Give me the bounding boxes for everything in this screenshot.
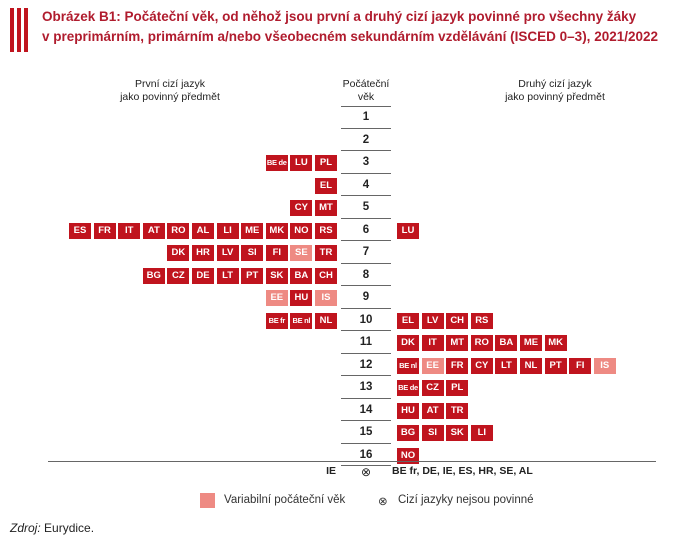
second-language-tag-sk: SK	[446, 425, 468, 441]
second-language-tag-no: NO	[397, 448, 419, 464]
header-starting-age-line-1: Počáteční	[342, 78, 390, 90]
age-2: 2	[341, 129, 391, 152]
first-language-tag-al: AL	[192, 223, 214, 239]
first-language-tag-es: ES	[69, 223, 91, 239]
first-language-tag-is: IS	[315, 290, 337, 306]
header-starting-age-line-2: věk	[357, 91, 375, 103]
second-language-tag-lt: LT	[495, 358, 517, 374]
second-language-tag-is: IS	[594, 358, 616, 374]
source-label: Zdroj:	[10, 521, 41, 535]
first-language-tag-it: IT	[118, 223, 140, 239]
second-language-tag-be-nl: BE nl	[397, 358, 419, 374]
header-second-language-line-2: jako povinný předmět	[505, 91, 605, 103]
second-language-tag-bg: BG	[397, 425, 419, 441]
age-14: 14	[341, 399, 391, 422]
second-language-tag-be-de: BE de	[397, 380, 419, 396]
first-language-tag-ee: EE	[266, 290, 288, 306]
not-mandatory-icon: ⊗	[360, 465, 372, 479]
first-language-tag-lt: LT	[217, 268, 239, 284]
header-first-language	[90, 78, 250, 104]
first-language-tag-rs: RS	[315, 223, 337, 239]
title-accent-bar-2	[17, 8, 21, 52]
age-1: 1	[341, 106, 391, 129]
second-language-tag-cz: CZ	[422, 380, 444, 396]
second-language-tag-lu: LU	[397, 223, 419, 239]
first-language-tag-mt: MT	[315, 200, 337, 216]
figure-title	[42, 7, 692, 47]
second-language-tag-mk: MK	[545, 335, 567, 351]
legend-variable-swatch	[200, 493, 215, 508]
age-11: 11	[341, 331, 391, 354]
second-language-tag-at: AT	[422, 403, 444, 419]
title-accent-bar-3	[24, 8, 28, 52]
header-second-language-line-1: Druhý cizí jazyk	[518, 78, 592, 90]
second-language-tag-nl: NL	[520, 358, 542, 374]
age-16: 16	[341, 444, 391, 467]
first-language-tag-be-de: BE de	[266, 155, 288, 171]
title-line-2: v preprimárním, primárním a/nebo všeobecném sekundárním vzdělávání (ISCED 0–3), 2021/2022	[42, 29, 659, 44]
age-3: 3	[341, 151, 391, 174]
second-language-tag-pl: PL	[446, 380, 468, 396]
legend-not-mandatory-label: Cizí jazyky nejsou povinné	[398, 494, 534, 506]
age-13: 13	[341, 376, 391, 399]
second-language-tag-li: LI	[471, 425, 493, 441]
age-10: 10	[341, 309, 391, 332]
second-language-tag-si: SI	[422, 425, 444, 441]
second-language-tag-hu: HU	[397, 403, 419, 419]
second-language-tag-lv: LV	[422, 313, 444, 329]
source-note	[10, 521, 94, 535]
first-language-tag-be-fr: BE fr	[266, 313, 288, 329]
second-language-tag-cy: CY	[471, 358, 493, 374]
first-language-tag-ch: CH	[315, 268, 337, 284]
first-language-tag-hr: HR	[192, 245, 214, 261]
second-language-tag-mt: MT	[446, 335, 468, 351]
age-5: 5	[341, 196, 391, 219]
second-language-tag-ba: BA	[495, 335, 517, 351]
second-language-tag-ee: EE	[422, 358, 444, 374]
header-first-language-line-1: První cizí jazyk	[134, 78, 205, 90]
first-language-tag-at: AT	[143, 223, 165, 239]
second-language-tag-rs: RS	[471, 313, 493, 329]
first-language-tag-lu: LU	[290, 155, 312, 171]
legend-not-mandatory-icon: ⊗	[378, 496, 388, 508]
header-starting-age	[326, 78, 406, 104]
age-6: 6	[341, 219, 391, 242]
second-language-tag-tr: TR	[446, 403, 468, 419]
first-language-tag-pl: PL	[315, 155, 337, 171]
first-language-tag-el: EL	[315, 178, 337, 194]
first-language-tag-no: NO	[290, 223, 312, 239]
first-language-tag-si: SI	[241, 245, 263, 261]
second-language-tag-fi: FI	[569, 358, 591, 374]
age-7: 7	[341, 241, 391, 264]
header-second-language	[470, 78, 640, 104]
first-language-tag-dk: DK	[167, 245, 189, 261]
second-language-tag-dk: DK	[397, 335, 419, 351]
age-15: 15	[341, 421, 391, 444]
second-language-tag-el: EL	[397, 313, 419, 329]
second-language-tag-fr: FR	[446, 358, 468, 374]
footer-first-not-mandatory: IE	[326, 465, 336, 477]
second-language-tag-pt: PT	[545, 358, 567, 374]
age-12: 12	[341, 354, 391, 377]
first-language-tag-cz: CZ	[167, 268, 189, 284]
first-language-tag-lv: LV	[217, 245, 239, 261]
first-language-tag-pt: PT	[241, 268, 263, 284]
first-language-tag-se: SE	[290, 245, 312, 261]
second-language-tag-it: IT	[422, 335, 444, 351]
first-language-tag-fi: FI	[266, 245, 288, 261]
first-language-tag-be-nl: BE nl	[290, 313, 312, 329]
first-language-tag-ro: RO	[167, 223, 189, 239]
first-language-tag-nl: NL	[315, 313, 337, 329]
first-language-tag-fr: FR	[94, 223, 116, 239]
first-language-tag-sk: SK	[266, 268, 288, 284]
first-language-tag-hu: HU	[290, 290, 312, 306]
age-9: 9	[341, 286, 391, 309]
baseline-rule	[48, 461, 656, 462]
age-4: 4	[341, 174, 391, 197]
second-language-tag-ch: CH	[446, 313, 468, 329]
age-8: 8	[341, 264, 391, 287]
legend-variable-label: Variabilní počáteční věk	[224, 494, 346, 506]
source-value: Eurydice.	[44, 521, 95, 535]
first-language-tag-li: LI	[217, 223, 239, 239]
title-line-1: Obrázek B1: Počáteční věk, od něhož jsou první a druhý cizí jazyk povinné pro všechny žáky	[42, 9, 637, 24]
first-language-tag-bg: BG	[143, 268, 165, 284]
title-accent-bar-1	[10, 8, 14, 52]
first-language-tag-cy: CY	[290, 200, 312, 216]
first-language-tag-mk: MK	[266, 223, 288, 239]
second-language-tag-ro: RO	[471, 335, 493, 351]
first-language-tag-me: ME	[241, 223, 263, 239]
footer-second-not-mandatory: BE fr, DE, IE, ES, HR, SE, AL	[392, 465, 533, 477]
first-language-tag-tr: TR	[315, 245, 337, 261]
header-first-language-line-2: jako povinný předmět	[120, 91, 220, 103]
second-language-tag-me: ME	[520, 335, 542, 351]
first-language-tag-de: DE	[192, 268, 214, 284]
first-language-tag-ba: BA	[290, 268, 312, 284]
